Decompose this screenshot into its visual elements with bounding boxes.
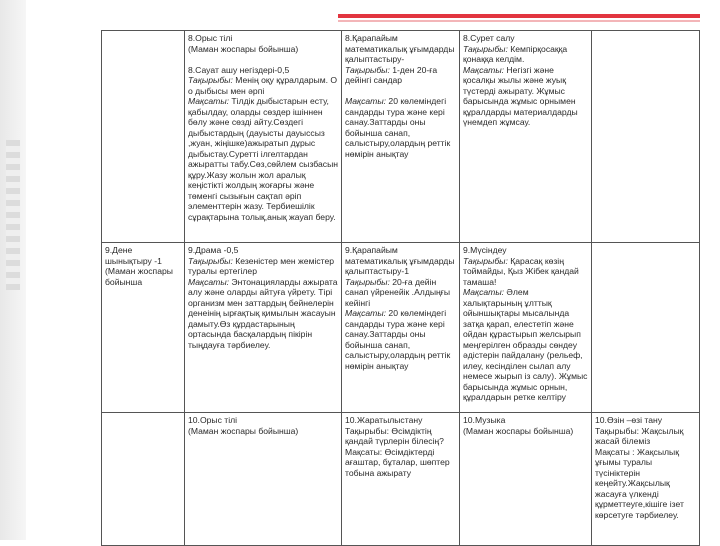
row2-col3-cell: 9.Қарапайым математикалық ұғымдарды қалыптастыру-1 Тақырыбы: 20-ға дейін санап үйренейік .Алдыңғы кейінгі Мақсаты: 20 көлеміндегі сандарды тура және кері санау.Заттарды оны бойынша санап, салыстыру,олардың реттік нөмірін анықтау: [342, 243, 460, 413]
row2-col2-cell: 9.Драма -0,5 Тақырыбы: Кезеністер мен жемістер туралы ертегілер Мақсаты: Энтонацияларды ажырата алу және оларды айтуға үйрету. Тірі организм мен заттардың бейнелерін денеінің ырғақтық қимылын жасауын дамыту.Өз құрдастарының ортасында басқалардың пікірін тыңдауға тәрбиелеу.: [185, 243, 342, 413]
table-row: [102, 243, 700, 413]
table-row: [102, 413, 700, 546]
row3-col5-cell: 10.Өзін –өзі тану Тақырыбы: Жақсылық жасай білеміз Мақсаты : Жақсылық ұғымы туралы түсініктерін кеңейту.Жақсылық жасауға үлкенді құрметтеуге,кішіге ізет көрсетуге тәрбиелеу.: [592, 413, 700, 546]
row1-col5-cell: [592, 31, 700, 243]
row3-col2-cell: 10.Орыс тілі (Маман жоспары бойынша): [185, 413, 342, 546]
row2-col5-cell: [592, 243, 700, 413]
margin-stripe: [6, 140, 20, 290]
row3-col4-cell: 10.Музыка (Маман жоспары бойынша): [460, 413, 592, 546]
header-red-bar: [338, 14, 700, 18]
row3-col3-cell: 10.Жаратылыстану Тақырыбы: Өсімдіктің қандай түрлерін білесің? Мақсаты: Өсімдіктерді ағаштар, бұталар, шөптер тобына ажырату: [342, 413, 460, 546]
row1-col2-cell: 8.Орыс тілі (Маман жоспары бойынша) 8.Сауат ашу негіздері-0,5 Тақырыбы: Менің оқу құралдарым. О о дыбысы мен әрпі Мақсаты: Тілдік дыбыстарын есту, қабылдау, оларды сөздер ішіннен бөлу және сөзді айту.Сөздегі дыбыстардың (дауысты дауыссыз ,жуан, жіңішке)ажыратып дұрыс дыбыстау.Суретті ілгелтардан ажыратты табу.Сөз,сөйлем сызбасын құру.Жазу жолын жол аралық кеңістікті жолдың жоғарғы және төменгі сызығын сақтап әріп элементтерін жазу. Тербиешілік сұрақтарына толық,анық жауап беру.: [185, 31, 342, 243]
row2-col1-cell: 9.Дене шынықтыру -1 (Маман жоспары бойынша: [102, 243, 185, 413]
schedule-table: [101, 30, 700, 546]
row1-col1-cell: [102, 31, 185, 243]
table-row: [102, 31, 700, 243]
row1-col3-cell: 8.Қарапайым математикалық ұғымдарды қалыптастыру- Тақырыбы: 1-ден 20-ға дейінгі сандар Мақсаты: 20 көлеміндегі сандарды тура және кері санау.Заттарды оны бойынша санап, салыстыру,олардың реттік нөмірін анықтау: [342, 31, 460, 243]
left-margin-shade: [0, 0, 26, 540]
row2-col4-cell: 9.Мүсіндеу Тақырыбы: Қарасақ көзің тоймайды, Қыз Жібек қандай тамаша! Мақсаты: Әлем халықтарының ұлттық ойыншықтары мысалында затқа қарап, елестетіп және ойдан құрастырып желсырып меңгерілген образды сөндеу әдістерін пайдалану (рельеф, илеу, кесінділен сылап алу немесе жырып із салу). Жұмыс барысында жұмыс орнын, құралдарын ретке келтіру: [460, 243, 592, 413]
row1-col4-cell: 8.Сурет салу Тақырыбы: Кемпірқосаққа қонаққа келдім. Мақсаты: Негізгі және қосалқы жылы және жуық түстерді ажырату. Жұмыс барысында жұмыс орнымен құралдарды материалдарды үнемдеп жұмсау.: [460, 31, 592, 243]
header-red-bar-light: [338, 20, 700, 22]
row3-col1-cell: [102, 413, 185, 546]
